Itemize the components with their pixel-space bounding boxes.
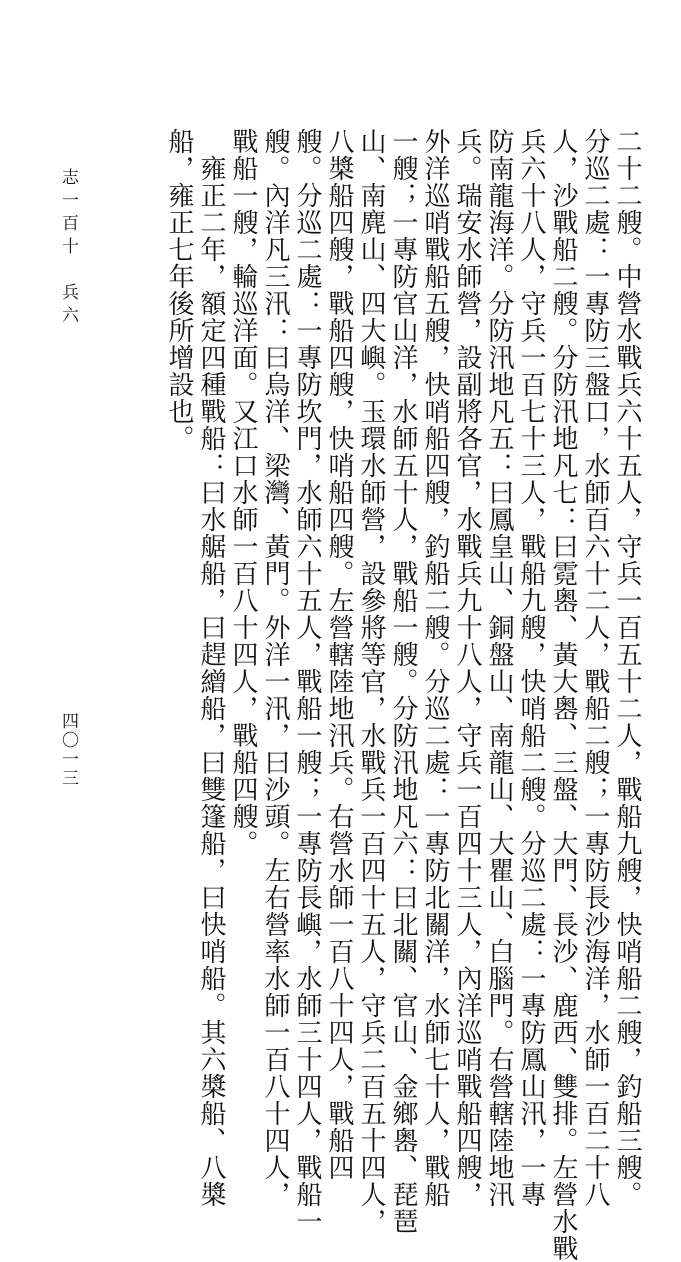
text-column-13: 戰船一艘，輪巡洋面。又江口水師一百八十四人，戰船四艘。 [228,128,258,857]
page-number: 四〇一三 [58,712,78,788]
text-column-9: 山、南麂山、四大嶼。玉環水師營，設參將等官，水戰兵一百四十五人，守兵二百五十四人， [356,128,386,1235]
text-column-3: 人，沙戰船二艘。分防汛地凡七：曰霓嶴、黃大嶴、三盤、大門、長沙、鹿西、雙排。左營水戰 [548,128,578,1262]
text-column-14: 雍正二年，額定四種戰船：曰水艍船，曰趕繒船，曰雙篷船，曰快哨船。其六槳船、八槳 [196,128,226,1208]
text-column-10: 八槳船四艘，戰船四艘，快哨船四艘。左營轄陸地汛兵。右營水師一百八十四人，戰船四 [324,128,354,1181]
text-column-12: 艘。內洋凡三汛：曰烏洋、梁灣、黃門。外洋一汛，曰沙頭。左右營率水師一百八十四人， [260,128,290,1208]
text-column-4: 兵六十八人，守兵一百七十三人，戰船九艘，快哨船二艘。分巡二處：一專防鳳山汛，一專 [516,128,546,1208]
text-column-7: 外洋巡哨戰船五艘，快哨船四艘，釣船二艘。分巡二處：一專防北關洋，水師七十人，戰船 [420,128,450,1208]
text-column-15: 船，雍正七年後所增設也。 [164,128,194,452]
text-column-2: 分巡二處：一專防三盤口，水師百六十二人，戰船二艘；一專防長沙海洋，水師一百二十八 [580,128,610,1208]
text-column-11: 艘。分巡二處：一專防坎門，水師六十五人，戰船一艘；一專防長嶼，水師三十四人，戰船一 [292,128,322,1235]
running-header: 志一百十 兵六 [58,168,78,329]
text-column-1: 二十二艘。中營水戰兵六十五人，守兵一百五十二人，戰船九艘，快哨船二艘，釣船三艘。 [612,128,642,1208]
text-column-5: 防南龍海洋。分防汛地凡五：曰鳳皇山、銅盤山、南龍山、大瞿山、白腦門。右營轄陸地汛 [484,128,514,1208]
text-column-8: 一艘；一專防官山洋，水師五十人，戰船一艘。分防汛地凡六：曰北關、官山、金鄉嶴、琵琶 [388,128,418,1235]
text-column-6: 兵。瑞安水師營，設副將各官，水戰兵九十八人，守兵一百四十三人，內洋巡哨戰船四艘， [452,128,482,1208]
